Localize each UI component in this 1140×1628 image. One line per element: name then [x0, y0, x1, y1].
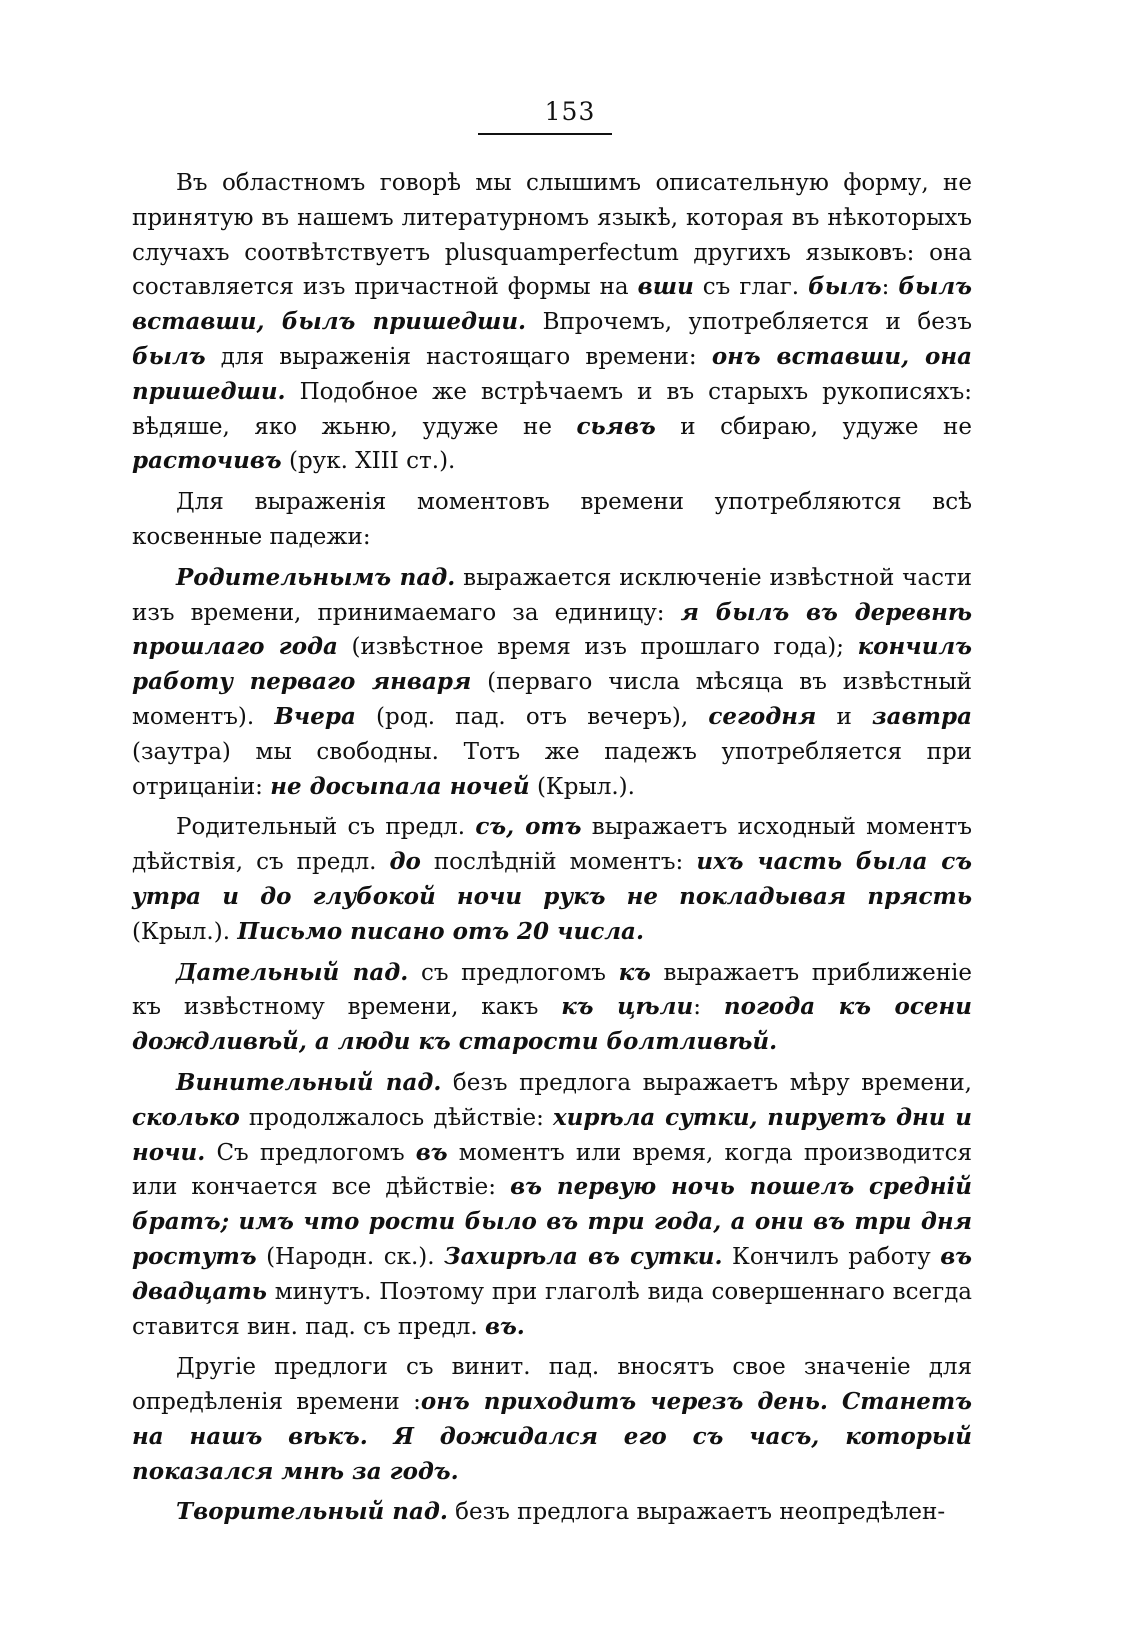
text-segment: Другіе предлоги съ винит. пад. вносятъ свое значеніе для опредѣленія времени :	[132, 1354, 972, 1416]
text-segment: Въ областномъ говорѣ мы слышимъ описательную форму, не принятую въ нашемъ литературномъ языкѣ, которая въ нѣкоторыхъ случахъ соотвѣтствуетъ plusquamperfectum другихъ языковъ: она составляется изъ причастной формы на	[132, 170, 972, 301]
paragraph-accusative	[132, 1066, 972, 1344]
text-segment: и сбираю, удуже не	[655, 413, 972, 440]
paragraph-genitive-prepositions	[132, 810, 972, 949]
italic-text-segment: Письмо писано отъ 20 числа.	[237, 917, 644, 945]
italic-text-segment: съ, отъ	[475, 813, 582, 841]
italic-text-segment: Родительнымъ пад.	[176, 563, 456, 591]
text-segment: выражаетъ исходный моментъ дѣйствія, съ предл.	[132, 814, 972, 876]
text-segment: безъ предлога выражаетъ неопредѣлен-	[447, 1499, 946, 1526]
text-segment: :	[693, 994, 724, 1021]
text-segment: (род. пад. отъ вечеръ),	[355, 703, 709, 730]
text-segment: продолжалось дѣйствіе:	[239, 1104, 553, 1131]
italic-text-segment: онъ приходитъ черезъ день. Станетъ на нашъ вѣкъ. Я дожидался его съ часъ, который показался мнѣ за годъ.	[132, 1388, 972, 1485]
italic-text-segment: Дательный пад.	[176, 958, 409, 986]
text-segment: :	[881, 274, 899, 301]
italic-text-segment: въ.	[484, 1312, 525, 1340]
text-segment: Впрочемъ, употребляется и безъ	[526, 309, 972, 336]
italic-text-segment: въ первую ночь пошелъ средній братъ; имъ что рости было въ три года, а они въ три дня ростутъ	[132, 1173, 972, 1270]
text-segment: (рук. XIII ст.).	[281, 448, 456, 475]
italic-text-segment: Захирѣла въ сутки.	[444, 1242, 723, 1270]
text-segment: Для выраженія моментовъ времени употребляются всѣ косвенные падежи:	[132, 489, 972, 550]
italic-text-segment: Творительный пад.	[176, 1498, 448, 1526]
text-segment: (заутра) мы свободны. Тотъ же падежъ употребляется при отрицаніи:	[132, 738, 972, 800]
text-segment: (Крыл.).	[132, 918, 238, 945]
text-segment: (Крыл.).	[529, 773, 635, 800]
text-segment: минутъ. Поэтому при глаголѣ вида совершеннаго всегда ставится вин. пад. съ предл.	[132, 1278, 972, 1340]
text-segment: послѣдній моментъ:	[420, 849, 697, 876]
text-segment: (извѣстное время изъ прошлаго года);	[337, 634, 858, 661]
text-segment: Съ предлогомъ	[205, 1139, 416, 1166]
text-segment: (Народн. ск.).	[256, 1243, 445, 1270]
paragraph-other-prepositions	[132, 1350, 972, 1489]
paragraph-instrumental	[132, 1495, 972, 1530]
italic-text-segment: онъ вставши, она пришедши.	[132, 342, 973, 405]
italic-text-segment: завтра	[871, 702, 972, 730]
italic-text-segment: къ цѣли	[561, 993, 694, 1021]
italic-text-segment: расточивъ	[132, 447, 282, 475]
text-segment: Подобное же встрѣчаемъ и въ старыхъ рукописяхъ: вѣдяше, яко жьню, удуже не	[132, 378, 972, 440]
body-text	[132, 166, 972, 1530]
text-segment: безъ предлога выражаетъ мѣру времени,	[441, 1069, 972, 1096]
italic-text-segment: Вчера	[274, 702, 356, 730]
italic-text-segment: былъ	[808, 273, 882, 301]
text-segment: для выраженія настоящаго времени:	[205, 343, 712, 370]
italic-text-segment: сегодня	[708, 702, 817, 730]
text-segment: и	[816, 703, 872, 730]
italic-text-segment: въ двадцать	[132, 1242, 973, 1305]
page-number: 153	[544, 97, 596, 126]
italic-text-segment: къ	[618, 958, 651, 986]
italic-text-segment: погода къ осени дождливѣй, а люди къ старости болтливѣй.	[132, 993, 972, 1056]
italic-text-segment: въ	[415, 1138, 448, 1166]
italic-text-segment: хирѣла сутки, пируетъ дни и ночи.	[132, 1103, 972, 1166]
italic-text-segment: Винительный пад.	[176, 1068, 442, 1096]
italic-text-segment: не досыпала ночей	[270, 772, 530, 800]
paragraph-oblique-cases	[132, 485, 972, 555]
text-segment: выражаетъ приближеніе къ извѣстному времени, какъ	[132, 959, 973, 1021]
italic-text-segment: до	[389, 848, 421, 876]
paragraph-dative	[132, 956, 972, 1060]
italic-text-segment: я былъ въ деревнѣ прошлаго года	[132, 598, 972, 661]
italic-text-segment: ихъ часть была съ утра и до глубокой ночи рукъ не покладывая прясть	[132, 848, 972, 910]
italic-text-segment: вши	[637, 273, 694, 301]
italic-text-segment: былъ	[132, 342, 206, 370]
text-segment: моментъ или время, когда производится или кончается все дѣйствіе:	[132, 1139, 972, 1201]
paragraph-descriptive-form	[132, 166, 972, 479]
text-segment: выражается исключеніе извѣстной части изъ времени, принимаемаго за единицу:	[132, 564, 973, 626]
italic-text-segment: былъ вставши, былъ пришедши.	[132, 273, 972, 336]
italic-text-segment: сколько	[132, 1103, 240, 1131]
italic-text-segment: кончилъ работу перваго января	[132, 633, 972, 696]
paragraph-genitive	[132, 561, 972, 805]
text-segment: съ глаг.	[693, 274, 809, 301]
text-segment: Родительный съ предл.	[176, 814, 476, 841]
text-segment: Кончилъ работу	[722, 1243, 941, 1270]
italic-text-segment: сьявъ	[576, 412, 656, 440]
text-segment: съ предлогомъ	[408, 959, 619, 986]
text-segment: (перваго числа мѣсяца въ извѣстный моментъ).	[132, 669, 972, 730]
page-number-rule	[478, 133, 612, 135]
